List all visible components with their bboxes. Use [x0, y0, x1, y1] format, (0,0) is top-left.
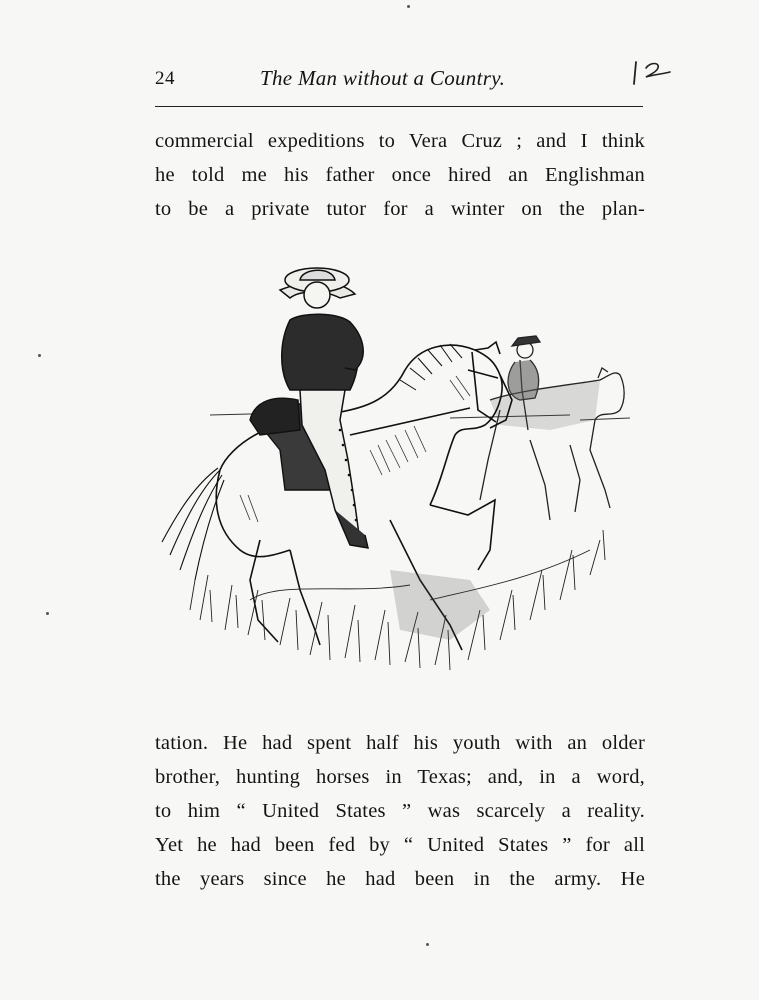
paper-speck — [426, 943, 429, 946]
text-line: brother, hunting horses in Texas; and, in a word, — [155, 766, 645, 788]
paragraph-top — [155, 124, 645, 226]
paper-speck — [38, 354, 41, 357]
text-line: Yet he had been fed by “ United States ” for all — [155, 834, 645, 856]
page-header — [150, 62, 645, 102]
page-number: 24 — [155, 68, 175, 89]
running-title: The Man without a Country. — [260, 66, 506, 90]
text-line: tation. He had spent half his youth with an older — [155, 732, 645, 754]
paper-speck — [46, 612, 49, 615]
text-line: to him “ United States ” was scarcely a reality. — [155, 800, 645, 822]
text-line: he told me his father once hired an Englishman — [155, 164, 645, 186]
paper-speck — [407, 5, 410, 8]
text-line: the years since he had been in the army. He — [155, 868, 645, 890]
header-rule — [155, 106, 643, 107]
text-line: commercial expeditions to Vera Cruz ; and I think — [155, 130, 645, 152]
paragraph-bottom — [155, 726, 645, 896]
text-line: to be a private tutor for a winter on the plan- — [155, 198, 645, 220]
horse-riders-illustration — [150, 250, 640, 690]
handwritten-page-mark — [632, 58, 682, 88]
